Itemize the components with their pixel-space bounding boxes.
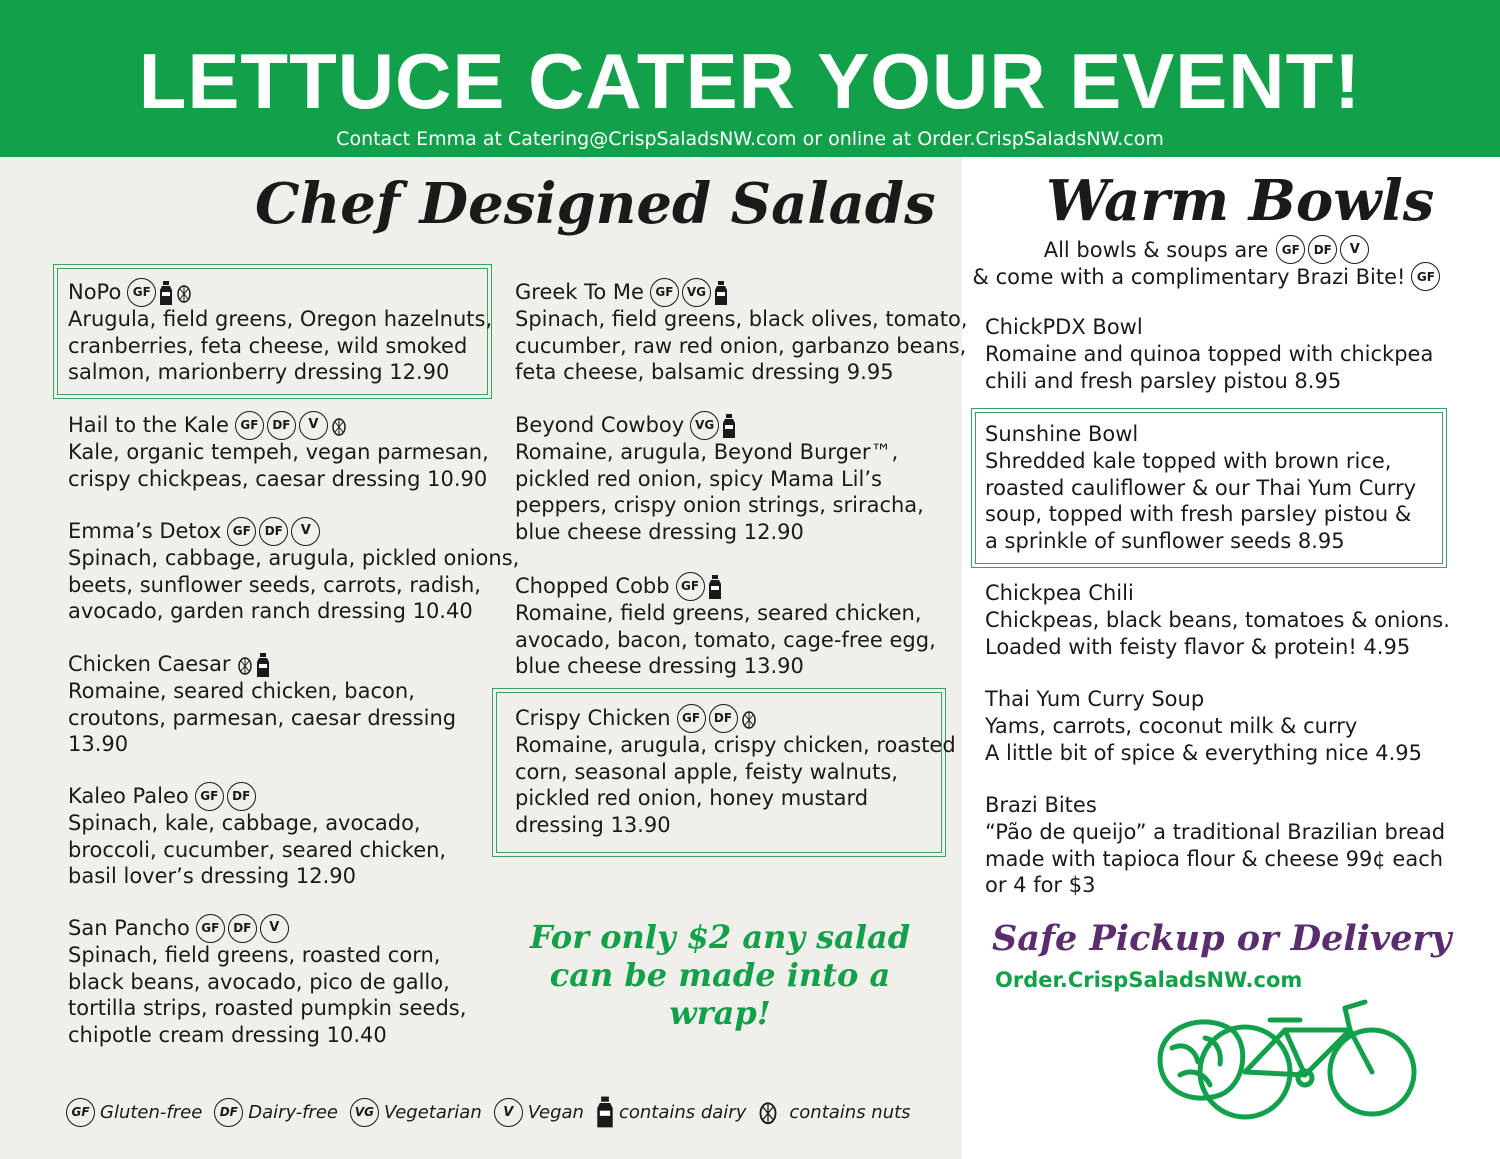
dairy-bottle-icon (159, 280, 173, 306)
gf-badge: GF (127, 278, 156, 307)
v-badge: V (494, 1098, 523, 1127)
legend-label: contains dairy (618, 1101, 747, 1123)
item-desc-line: roasted cauliflower & our Thai Yum Curry (985, 475, 1417, 500)
df-badge: DF (228, 914, 257, 943)
legend-label: contains nuts (789, 1101, 911, 1123)
bowl-item-chickpdx (985, 314, 1433, 394)
item-desc-line: tortilla strips, roasted pumpkin seeds, (68, 996, 467, 1020)
item-desc-line: “Pão de queijo” a traditional Brazilian bread (985, 820, 1446, 844)
item-desc-line: basil lover’s dressing 12.90 (68, 864, 357, 888)
item-desc-line: Yams, carrots, coconut milk & curry (985, 714, 1358, 738)
nut-icon (331, 416, 347, 436)
bowl-item-brazi-bites (985, 792, 1445, 899)
item-desc-line: Spinach, field greens, roasted corn, (68, 943, 441, 967)
dairy-bottle-icon (596, 1094, 614, 1130)
item-desc-line: croutons, parmesan, caesar dressing (68, 705, 457, 730)
item-name: Crispy Chicken (515, 706, 671, 731)
item-desc-line: pickled red onion, honey mustard (515, 786, 869, 810)
item-desc-line: made with tapioca flour & cheese 99¢ each (985, 846, 1444, 871)
item-desc-line: Romaine, field greens, seared chicken, (515, 601, 922, 625)
item-desc-line: Shredded kale topped with brown rice, (985, 449, 1392, 473)
df-badge: DF (227, 782, 256, 811)
bike-salad-icon (1150, 990, 1420, 1130)
item-desc-line: 13.90 (68, 732, 129, 756)
item-desc-line: a sprinkle of sunflower seeds 8.95 (985, 528, 1345, 553)
vg-badge: VG (350, 1098, 379, 1127)
v-badge: V (260, 914, 289, 943)
item-desc-line: Spinach, kale, cabbage, avocado, (68, 811, 421, 835)
wrap-note (500, 918, 940, 1032)
item-desc-line: or 4 for $3 (985, 873, 1096, 897)
salad-item-chicken-caesar (68, 651, 456, 758)
item-desc-line: Romaine, seared chicken, bacon, (68, 679, 415, 703)
item-name: Emma’s Detox (68, 519, 222, 544)
item-desc-line: Romaine, arugula, crispy chicken, roasted (515, 733, 956, 757)
bowls-note-2 (972, 262, 1444, 291)
bowls-note-text: All bowls & soups are (1043, 237, 1269, 262)
gf-badge: GF (195, 782, 224, 811)
legend-v (494, 1098, 584, 1127)
salad-item-hail-to-the-kale (68, 412, 489, 492)
item-desc-line: Arugula, field greens, Oregon hazelnuts, (68, 307, 493, 331)
gf-badge: GF (196, 914, 225, 943)
legend-gf (66, 1098, 202, 1127)
item-name: NoPo (68, 280, 122, 305)
salad-item-greek-to-me (515, 279, 968, 386)
gf-badge: GF (227, 517, 256, 546)
legend-dairy (596, 1094, 746, 1130)
item-name: Chicken Caesar (68, 652, 231, 677)
item-name: San Pancho (68, 916, 190, 941)
nut-icon (741, 709, 757, 729)
df-badge: DF (1308, 235, 1337, 264)
item-name: Thai Yum Curry Soup (985, 687, 1205, 712)
nut-icon (758, 1099, 778, 1125)
bowl-item-chickpea-chili (985, 580, 1450, 660)
bowls-title: Warm Bowls (1046, 168, 1435, 234)
dairy-bottle-icon (714, 280, 728, 306)
item-desc-line: Romaine and quinoa topped with chickpea (985, 342, 1434, 366)
order-link[interactable]: Order.CrispSaladsNW.com (995, 968, 1303, 992)
wrap-note-line: For only $2 any salad (529, 918, 911, 956)
item-desc-line: avocado, bacon, tomato, cage-free egg, (515, 627, 936, 652)
salad-item-chopped-cobb (515, 573, 936, 680)
vg-badge: VG (690, 411, 719, 440)
bowl-item-sunshine (985, 421, 1416, 554)
dairy-bottle-icon (708, 574, 722, 600)
item-desc-line: beets, sunflower seeds, carrots, radish, (68, 572, 481, 597)
legend (66, 1094, 923, 1130)
legend-label: Vegetarian (383, 1101, 482, 1123)
nut-icon (176, 283, 192, 303)
item-desc-line: Chickpeas, black beans, tomatoes & onions. (985, 608, 1450, 632)
item-desc-line: blue cheese dressing 12.90 (515, 519, 804, 544)
dairy-bottle-icon (722, 413, 736, 439)
item-name: Sunshine Bowl (985, 422, 1139, 447)
df-badge: DF (259, 517, 288, 546)
item-desc-line: chipotle cream dressing 10.40 (68, 1022, 387, 1047)
item-name: Beyond Cowboy (515, 413, 685, 438)
bowl-item-thai-yum-curry (985, 686, 1422, 766)
v-badge: V (1340, 235, 1369, 264)
contact-line: Contact Emma at Catering@CrispSaladsNW.com or online at Order.CrispSaladsNW.com (336, 128, 1164, 150)
legend-label: Gluten-free (100, 1101, 203, 1123)
df-badge: DF (709, 704, 738, 733)
item-name: Hail to the Kale (68, 413, 229, 438)
legend-label: Dairy-free (248, 1101, 338, 1123)
item-name: Chickpea Chili (985, 581, 1134, 606)
gf-badge: GF (1411, 262, 1440, 291)
item-name: Kaleo Paleo (68, 784, 189, 809)
item-desc-line: cranberries, feta cheese, wild smoked (68, 333, 468, 358)
item-desc-line: salmon, marionberry dressing 12.90 (68, 360, 450, 384)
header-banner (0, 0, 1500, 157)
legend-label: Vegan (527, 1101, 584, 1123)
bowls-note-text-2: & come with a complimentary Brazi Bite! (972, 264, 1406, 289)
wrap-note-line: can be made into a wrap! (549, 956, 891, 1032)
item-desc-line: Kale, organic tempeh, vegan parmesan, (68, 440, 489, 464)
salad-item-crispy-chicken (515, 705, 956, 838)
df-badge: DF (267, 411, 296, 440)
item-desc-line: peppers, crispy onion strings, sriracha, (515, 493, 924, 517)
salad-item-nopo (68, 279, 492, 386)
legend-df (214, 1098, 338, 1127)
item-desc-line: blue cheese dressing 13.90 (515, 654, 804, 678)
pickup-title: Safe Pickup or Delivery (992, 918, 1452, 959)
df-badge: DF (214, 1098, 243, 1127)
page-title: LETTUCE CATER YOUR EVENT! (138, 37, 1362, 125)
item-desc-line: Romaine, arugula, Beyond Burger™, (515, 440, 899, 464)
salad-item-emmas-detox (68, 518, 519, 625)
v-badge: V (291, 517, 320, 546)
item-desc-line: crispy chickpeas, caesar dressing 10.90 (68, 466, 488, 491)
item-desc-line: Spinach, field greens, black olives, tomato, (515, 307, 968, 331)
bowls-note-1 (972, 235, 1444, 264)
salad-item-san-pancho (68, 915, 466, 1048)
item-name: Brazi Bites (985, 793, 1097, 818)
salad-item-kaleo-paleo (68, 783, 446, 890)
item-desc-line: A little bit of spice & everything nice 4.95 (985, 740, 1422, 765)
gf-badge: GF (676, 572, 705, 601)
item-desc-line: Loaded with feisty flavor & protein! 4.95 (985, 634, 1411, 659)
gf-badge: GF (1276, 235, 1305, 264)
item-desc-line: cucumber, raw red onion, garbanzo beans, (515, 333, 967, 358)
item-desc-line: avocado, garden ranch dressing 10.40 (68, 599, 473, 623)
dairy-bottle-icon (256, 652, 270, 678)
salad-item-beyond-cowboy (515, 412, 924, 545)
item-desc-line: dressing 13.90 (515, 812, 671, 837)
gf-badge: GF (235, 411, 264, 440)
item-desc-line: soup, topped with fresh parsley pistou & (985, 502, 1412, 526)
item-desc-line: broccoli, cucumber, seared chicken, (68, 837, 447, 862)
item-desc-line: chili and fresh parsley pistou 8.95 (985, 368, 1342, 393)
item-desc-line: corn, seasonal apple, feisty walnuts, (515, 759, 898, 784)
salads-title: Chef Designed Salads (255, 171, 936, 237)
item-name: Greek To Me (515, 280, 644, 305)
vg-badge: VG (682, 278, 711, 307)
nut-icon (237, 655, 253, 675)
item-name: Chopped Cobb (515, 574, 670, 599)
item-desc-line: Spinach, cabbage, arugula, pickled onions, (68, 546, 520, 570)
legend-nuts (758, 1099, 910, 1125)
item-desc-line: black beans, avocado, pico de gallo, (68, 969, 450, 994)
gf-badge: GF (650, 278, 679, 307)
item-desc-line: feta cheese, balsamic dressing 9.95 (515, 360, 894, 384)
gf-badge: GF (677, 704, 706, 733)
v-badge: V (299, 411, 328, 440)
gf-badge: GF (66, 1098, 95, 1127)
item-name: ChickPDX Bowl (985, 315, 1143, 340)
legend-vg (350, 1098, 482, 1127)
item-desc-line: pickled red onion, spicy Mama Lil’s (515, 466, 882, 491)
